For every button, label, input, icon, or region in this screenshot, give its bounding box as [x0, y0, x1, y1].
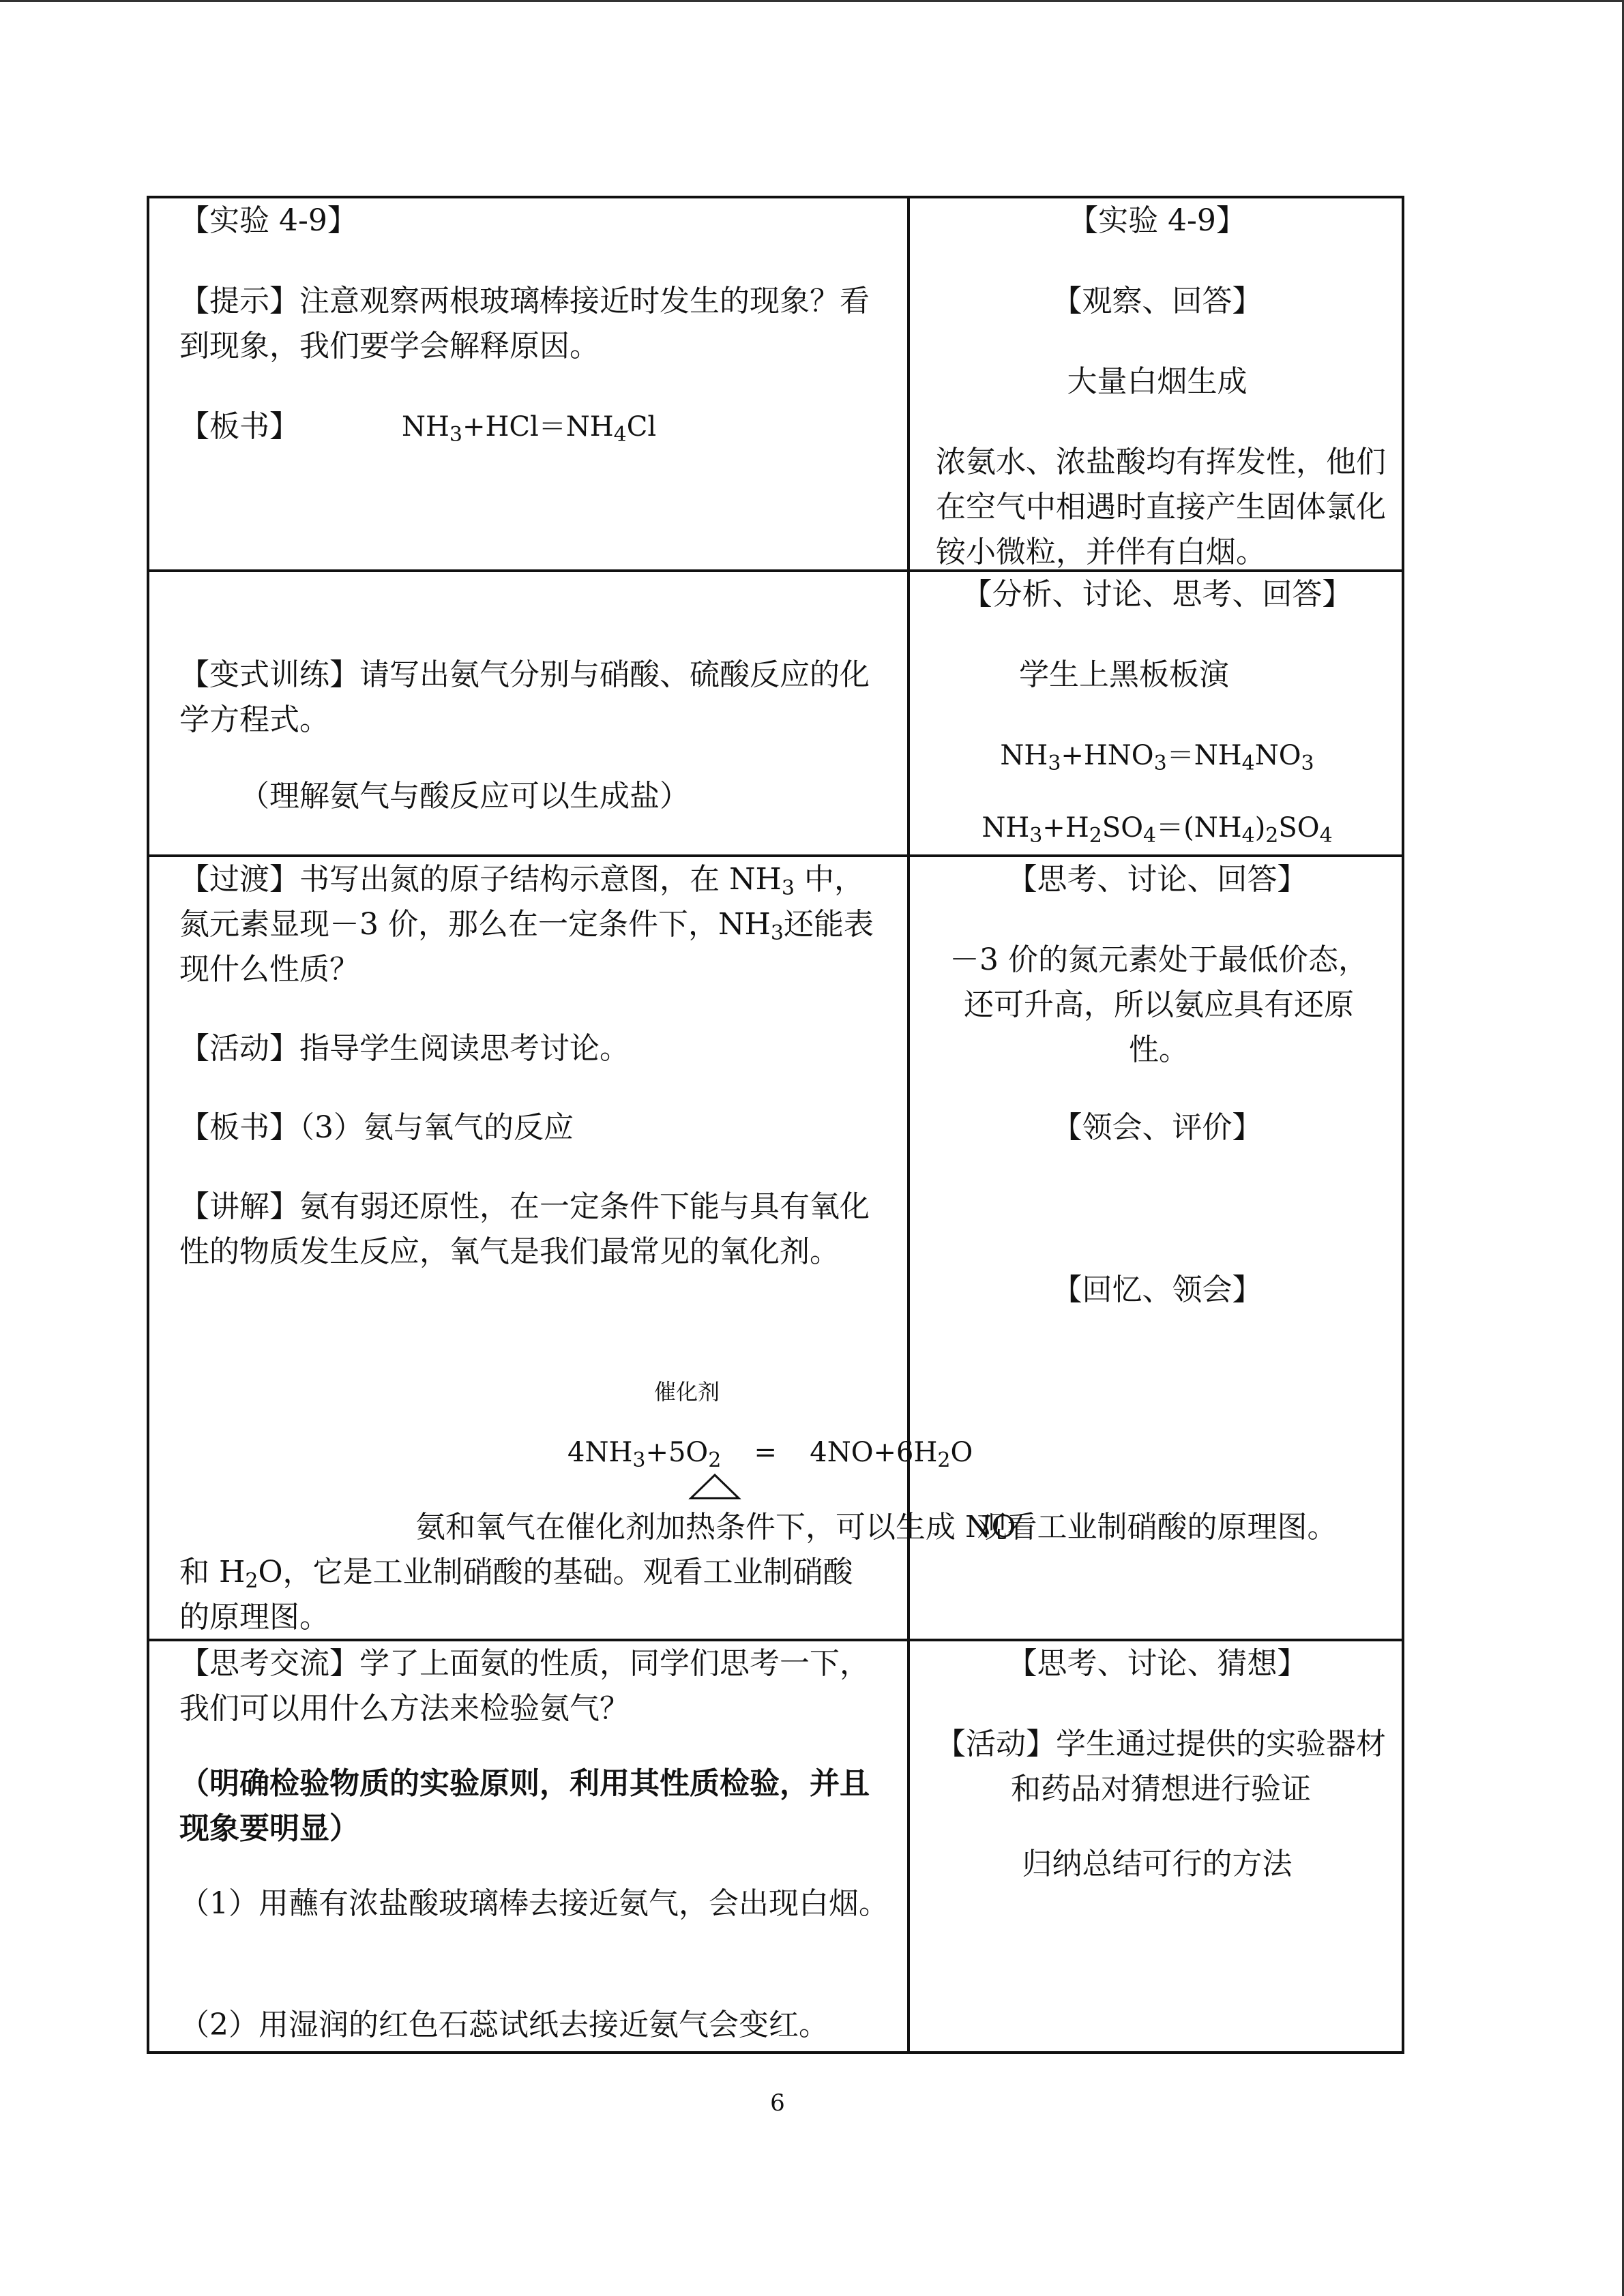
board-label: 【板书】 — [179, 409, 299, 444]
catalyst-label: 催化剂 — [654, 1379, 720, 1405]
watch-diagram-text: 观看工业制硝酸的原理图。 — [977, 1510, 1338, 1545]
think-exchange-text: 【思考交流】学了上面氨的性质，同学们思考一下，我们可以用什么方法来检验氨气？ — [179, 1646, 870, 1726]
experiment-label: 【实验 4-9】 — [179, 203, 357, 238]
hint-text: 【提示】注意观察两根玻璃棒接近时发生的现象？看到现象，我们要学会解释原因。 — [179, 284, 870, 363]
experiment-label: 【实验 4-9】 — [1068, 203, 1246, 238]
table-row — [148, 197, 1403, 571]
understanding-note: （理解氨气与酸反应可以生成盐） — [239, 779, 690, 814]
teacher-cell — [148, 1640, 909, 2053]
teacher-cell — [148, 856, 1016, 1640]
lesson-table — [147, 196, 1404, 2054]
think-guess-label: 【思考、讨论、猜想】 — [1007, 1646, 1308, 1681]
think-discuss-label: 【思考、讨论、回答】 — [1007, 862, 1308, 897]
transition-line-1: 【过渡】书写出氮的原子结构示意图，在 $NH_3$ 中， — [179, 862, 864, 900]
variant-training-text: 【变式训练】请写出氨气分别与硝酸、硫酸反应的化学方程式。 — [179, 657, 870, 737]
reaction-note-line-1: 氨和氧气在催化剂加热条件下，可以生成 NO — [415, 1510, 1016, 1545]
explain-text: 【讲解】氨有弱还原性，在一定条件下能与具有氧化性的物质发生反应，氧气是我们最常见的氧化剂。 — [179, 1189, 870, 1269]
teacher-cell — [148, 571, 909, 856]
summary-text: 归纳总结可行的方法 — [1022, 1847, 1293, 1881]
reducibility-text: －3 价的氮元素处于最低价态，还可升高，所以氨应具有还原性。 — [949, 942, 1368, 1067]
observe-answer-label: 【观察、回答】 — [1052, 284, 1263, 318]
equation-ammonia-oxidation: $4NH_3+5O_2 = 4NO+6H_2O$ — [567, 1437, 973, 1472]
page-number: 6 — [770, 2089, 785, 2117]
method-2-text: （2）用湿润的红色石蕊试纸去接近氨气会变红。 — [179, 2008, 829, 2042]
table-row — [148, 571, 1403, 856]
equation-nh3-hcl: $NH_3+HCl=NH_4Cl$ — [402, 411, 657, 447]
student-cell — [909, 1640, 1403, 2053]
student-board-text: 学生上黑板板演 — [1019, 657, 1229, 692]
heat-triangle-icon — [688, 1472, 741, 1501]
table-row — [148, 1640, 1403, 2053]
student-cell — [909, 571, 1403, 856]
student-cell — [909, 197, 1403, 571]
board-ammonia-oxygen: 【板书】（3）氨与氧气的反应 — [179, 1110, 574, 1145]
transition-line-3: 现什么性质？ — [179, 952, 359, 987]
recall-understand-label: 【回忆、领会】 — [1052, 1272, 1263, 1307]
explanation-text: 浓氨水、浓盐酸均有挥发性，他们在空气中相遇时直接产生固体氯化铵小微粒，并伴有白烟。 — [936, 445, 1386, 569]
student-cell — [909, 856, 1403, 1640]
reaction-note-line-2: 和 $H_2O$，它是工业制硝酸的基础。观看工业制硝酸 — [179, 1555, 853, 1593]
student-activity-text: 【活动】学生通过提供的实验器材和药品对猜想进行验证 — [936, 1727, 1386, 1806]
method-1-text: （1）用蘸有浓盐酸玻璃棒去接近氨气，会出现白烟。 — [179, 1886, 889, 1921]
teacher-cell — [148, 197, 909, 571]
understand-evaluate-label: 【领会、评价】 — [1052, 1110, 1263, 1145]
principle-note: （明确检验物质的实验原则，利用其性质检验，并且现象要明显） — [179, 1766, 870, 1846]
analyze-discuss-label: 【分析、讨论、思考、回答】 — [962, 577, 1353, 612]
reaction-note-line-3: 的原理图。 — [179, 1600, 329, 1635]
transition-line-2: 氮元素显现－3 价，那么在一定条件下，$NH_3$还能表 — [179, 907, 874, 945]
observation-text: 大量白烟生成 — [1067, 364, 1247, 399]
equation-nh3-hno3: $NH_3+HNO_3=NH_4NO_3$ — [1000, 740, 1314, 775]
page-top-border — [0, 0, 1624, 2]
equation-nh3-h2so4: $NH_3+H_2SO_4=(NH_4)_2SO_4$ — [981, 812, 1333, 848]
activity-text: 【活动】指导学生阅读思考讨论。 — [179, 1031, 630, 1066]
table-row — [148, 856, 1403, 1640]
